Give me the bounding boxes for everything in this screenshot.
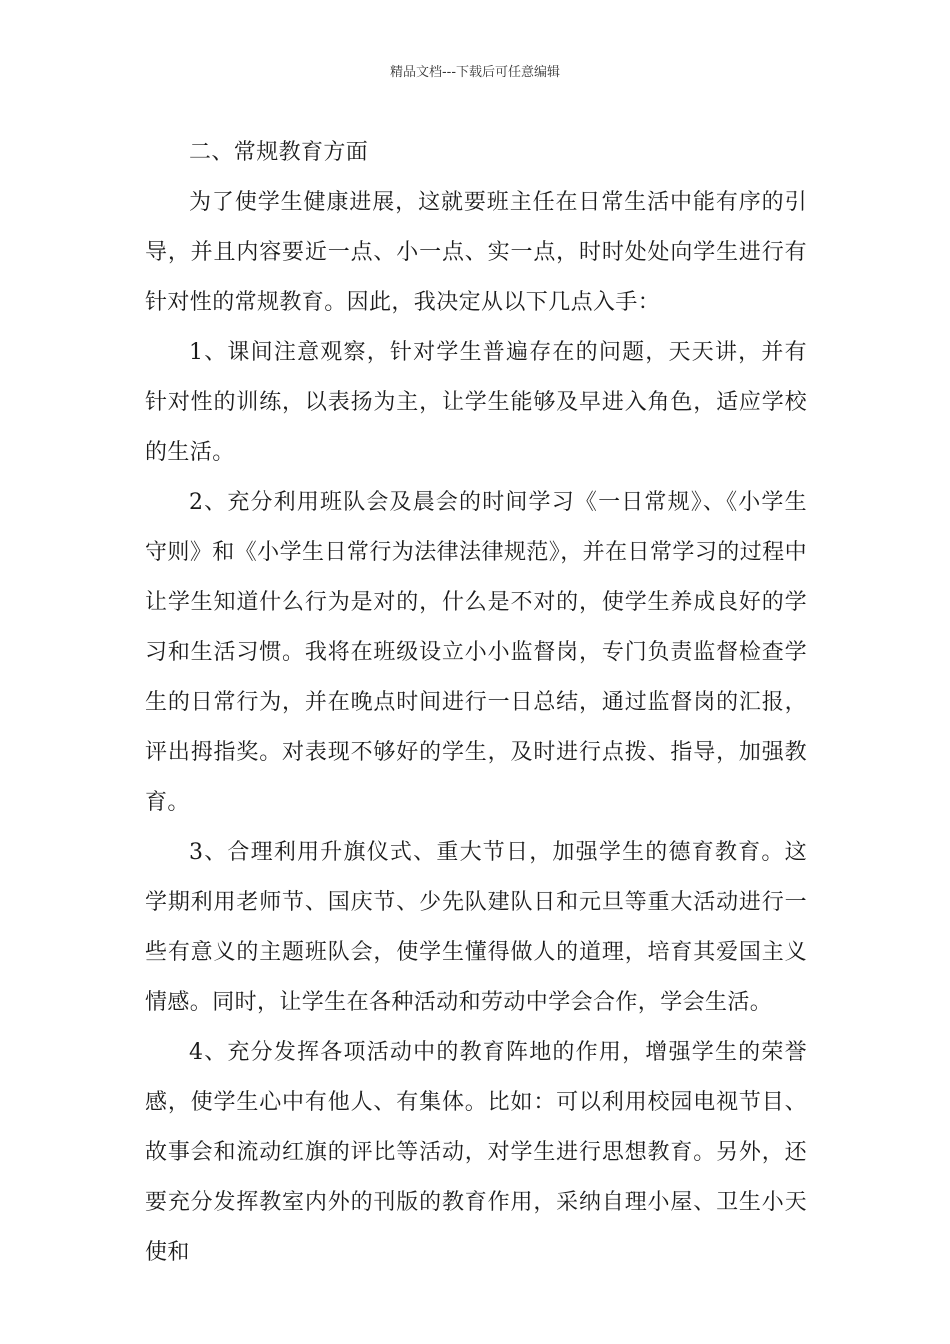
paragraph-intro: 为了使学生健康进展，这就要班主任在日常生活中能有序的引导，并且内容要近一点、小一点、实一点，时时处处向学生进行有针对性的常规教育。因此，我决定从以下几点入手： <box>145 190 807 315</box>
paragraph-item-4: 4、充分发挥各项活动中的教育阵地的作用，增强学生的荣誉感，使学生心中有他人、有集体。比如：可以利用校园电视节目、故事会和流动红旗的评比等活动，对学生进行思想教育。另外，还要充分发挥教室内外的刊版的教育作用，采纳自理小屋、卫生小天使和 <box>145 1040 807 1265</box>
document-body <box>145 128 807 1278</box>
paragraph-item-2: 2、充分利用班队会及晨会的时间学习《一日常规》、《小学生守则》和《小学生日常行为法律法律规范》，并在日常学习的过程中让学生知道什么行为是对的，什么是不对的，使学生养成良好的学习和生活习惯。我将在班级设立小小监督岗，专门负责监督检查学生的日常行为，并在晚点时间进行一日总结，通过监督岗的汇报，评出拇指奖。对表现不够好的学生，及时进行点拨、指导，加强教育。 <box>145 490 807 815</box>
paragraph-item-3: 3、合理利用升旗仪式、重大节日，加强学生的德育教育。这学期利用老师节、国庆节、少先队建队日和元旦等重大活动进行一些有意义的主题班队会，使学生懂得做人的道理，培育其爱国主义情感。同时，让学生在各种活动和劳动中学会合作，学会生活。 <box>145 840 807 1015</box>
paragraph-item-1: 1、课间注意观察，针对学生普遍存在的问题，天天讲，并有针对性的训练，以表扬为主，让学生能够及早进入角色，适应学校的生活。 <box>145 340 807 465</box>
page-header: 精品文档---下载后可任意编辑 <box>389 65 561 80</box>
section-heading: 二、常规教育方面 <box>189 140 369 165</box>
